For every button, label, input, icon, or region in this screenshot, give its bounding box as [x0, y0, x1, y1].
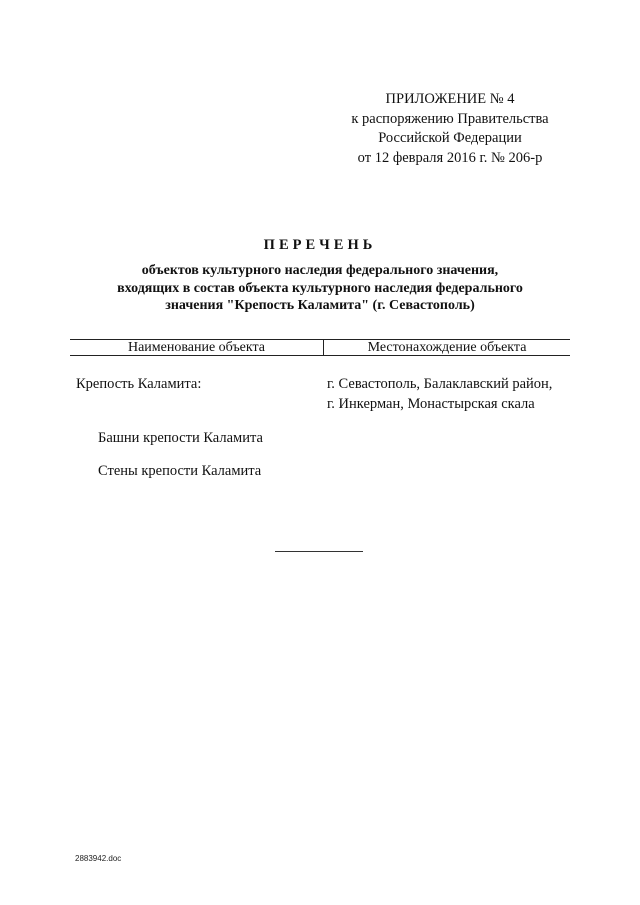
appendix-reference: к распоряжению Правительства — [351, 110, 549, 127]
column-header-location: Местонахождение объекта — [367, 340, 527, 355]
document-title: ПЕРЕЧЕНЬ — [263, 237, 377, 253]
subtitle-line-3: значения "Крепость Каламита" (г. Севастополь) — [165, 298, 475, 313]
document-subtitle — [80, 262, 560, 315]
sub-object-walls: Стены крепости Каламита — [98, 463, 262, 479]
object-location-line-1: г. Севастополь, Балаклавский район, — [327, 376, 553, 392]
column-header-name: Наименование объекта — [127, 340, 266, 355]
appendix-authority: Российской Федерации — [378, 130, 522, 146]
main-object-name: Крепость Каламита: — [76, 376, 202, 392]
subtitle-line-1: объектов культурного наследия федерального значения, — [141, 263, 499, 278]
subtitle-line-2: входящих в состав объекта культурного наследия федерального — [117, 280, 523, 296]
table-header — [70, 339, 570, 356]
appendix-number: ПРИЛОЖЕНИЕ № 4 — [385, 91, 515, 107]
object-location-line-2: г. Инкерман, Монастырская скала — [327, 396, 535, 412]
appendix-block — [330, 90, 570, 168]
end-of-document-rule — [275, 551, 363, 552]
appendix-date: от 12 февраля 2016 г. № 206-р — [357, 149, 543, 166]
sub-object-towers: Башни крепости Каламита — [98, 430, 263, 446]
file-name-footer: 2883942.doc — [75, 854, 122, 863]
